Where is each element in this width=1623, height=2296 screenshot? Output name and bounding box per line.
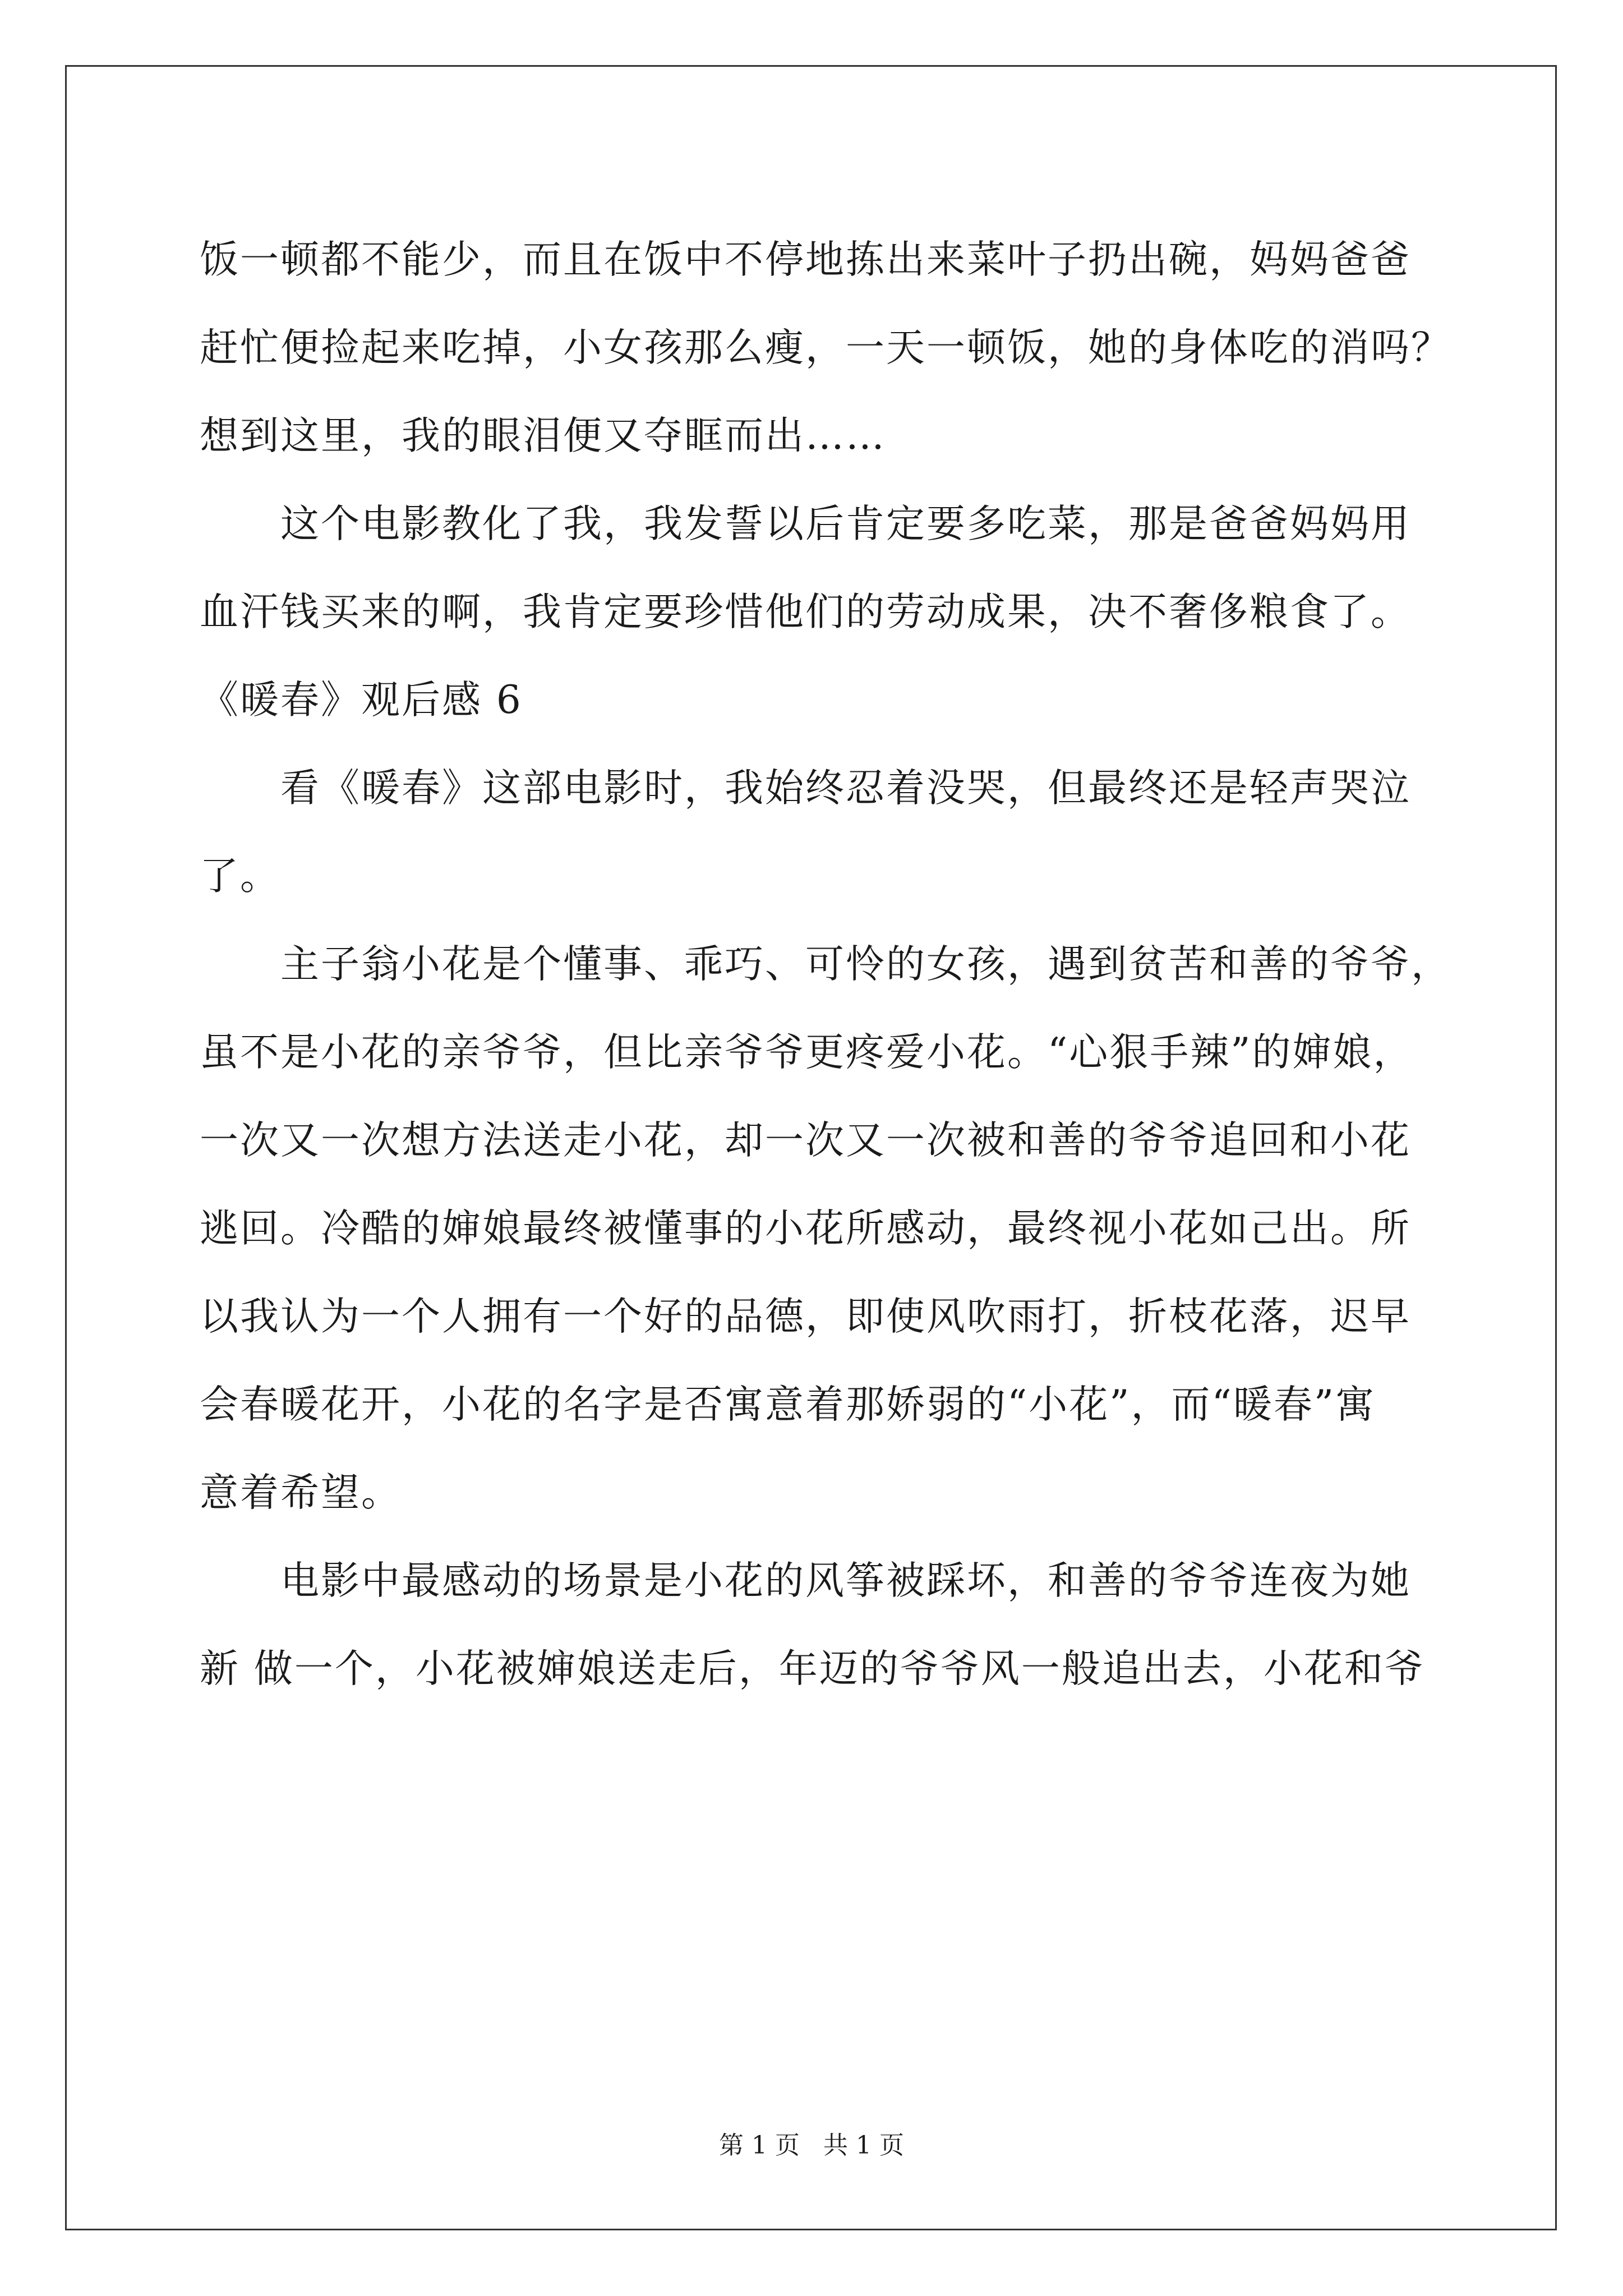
text-line: 逃回。冷酷的婶娘最终被懂事的小花所感动，最终视小花如己出。所 [200,1206,1411,1251]
text-line: 一次又一次想方法送走小花，却一次又一次被和善的爷爷追回和小花 [200,1118,1411,1163]
paragraph-start: 看《暖春》这部电影时，我始终忍着没哭，但最终还是轻声哭泣 [280,766,1411,811]
text-line: 了。 [200,854,280,899]
text-line: 想到这里，我的眼泪便又夺眶而出…… [200,413,886,458]
paragraph-start: 电影中最感动的场景是小花的风筝被踩坏，和善的爷爷连夜为她 [280,1558,1411,1603]
text-line: 血汗钱买来的啊，我肯定要珍惜他们的劳动成果，决不奢侈粮食了。 [200,590,1411,634]
document-body [200,216,1451,1713]
text-line: 新 做一个，小花被婶娘送走后，年迈的爷爷风一般追出去，小花和爷 [200,1646,1425,1691]
paragraph-start: 主子翁小花是个懂事、乖巧、可怜的女孩，遇到贫苦和善的爷爷， [280,942,1451,987]
text-line: 以我认为一个人拥有一个好的品德，即使风吹雨打，折枝花落，迟早 [200,1294,1411,1339]
text-line: 赶忙便捡起来吃掉，小女孩那么瘦，一天一顿饭，她的身体吃的消吗？ [200,325,1451,370]
paragraph-start: 这个电影教化了我，我发誓以后肯定要多吃菜，那是爸爸妈妈用 [280,501,1411,546]
text-line: 饭一顿都不能少，而且在饭中不停地拣出来菜叶子扔出碗，妈妈爸爸 [200,237,1411,282]
text-line: 虽不是小花的亲爷爷，但比亲爷爷更疼爱小花。“心狠手辣”的婶娘， [200,1030,1414,1075]
text-line: 会春暖花开，小花的名字是否寓意着那娇弱的“小花”，而“暖春”寓 [200,1382,1376,1427]
text-line: 意着希望。 [200,1470,402,1515]
page-number-footer: 第 1 页 共 1 页 [719,2131,904,2160]
section-heading: 《暖春》观后感 6 [200,678,523,723]
